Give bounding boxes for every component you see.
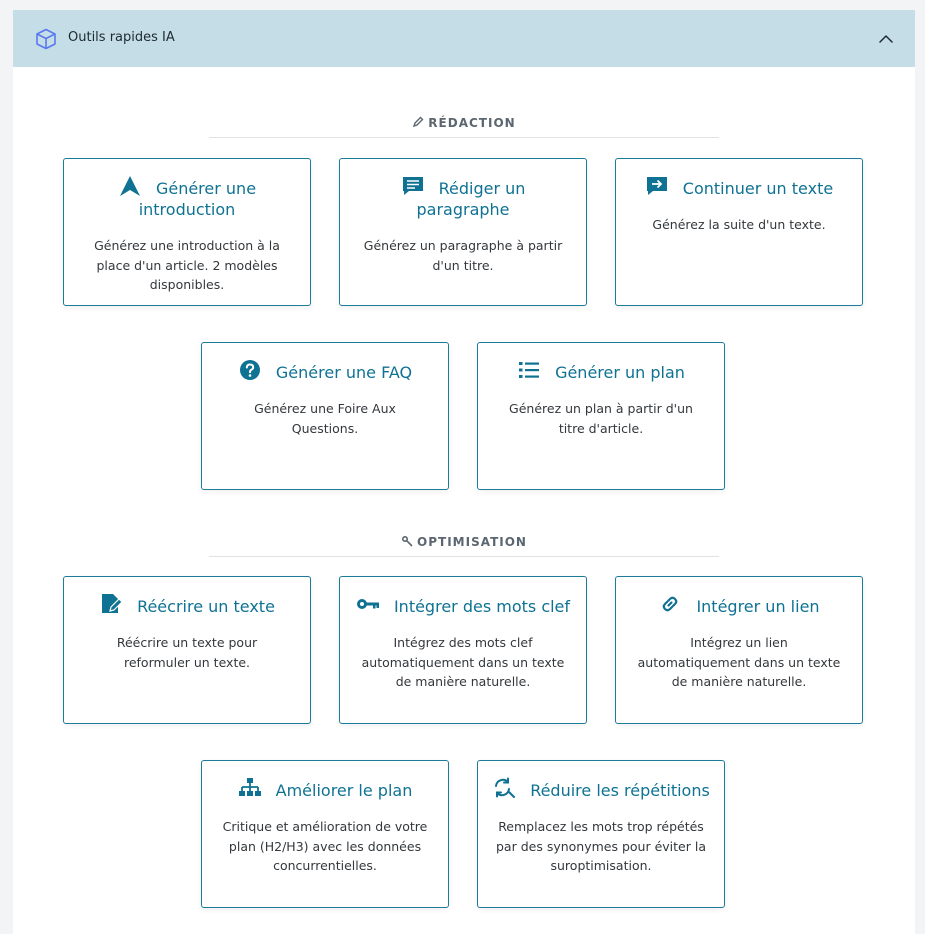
edit-document-icon <box>99 593 123 615</box>
ai-tools-panel <box>13 10 915 934</box>
card-description: Remplacez les mots trop répétés par des synonymes pour éviter la suroptimisation. <box>496 819 706 873</box>
pencil-icon <box>412 116 424 131</box>
tool-card-generer-introduction[interactable] <box>63 158 311 306</box>
card-title: Intégrer un lien <box>696 597 820 616</box>
tool-card-rediger-paragraphe[interactable] <box>339 158 587 306</box>
card-title: Continuer un texte <box>682 179 834 198</box>
card-title: Rédiger un paragraphe <box>416 179 526 219</box>
chevron-up-icon[interactable] <box>877 30 895 48</box>
sitemap-icon <box>238 777 262 799</box>
tool-card-integrer-lien[interactable] <box>615 576 863 724</box>
card-title: Réécrire un texte <box>137 597 275 616</box>
card-description: Générez un paragraphe à partir d'un titre. <box>363 238 563 273</box>
tool-card-reecrire-texte[interactable] <box>63 576 311 724</box>
card-description: Générez la suite d'un texte. <box>652 217 826 232</box>
card-description: Générez une Foire Aux Questions. <box>254 401 396 436</box>
card-title: Intégrer des mots clef <box>393 597 571 616</box>
card-description: Intégrez un lien automatiquement dans un texte de manière naturelle. <box>637 635 841 689</box>
card-title: Améliorer le plan <box>275 781 413 800</box>
tool-card-generer-faq[interactable] <box>201 342 449 490</box>
card-title: Réduire les répétitions <box>530 781 710 800</box>
tool-card-ameliorer-plan[interactable] <box>201 760 449 908</box>
tool-card-integrer-mots-clef[interactable] <box>339 576 587 724</box>
question-circle-icon <box>238 359 262 381</box>
message-lines-icon <box>401 175 425 197</box>
card-title: Générer une FAQ <box>275 363 413 382</box>
panel-header[interactable] <box>13 10 915 67</box>
arrow-up-icon <box>118 175 142 197</box>
card-description: Générez un plan à partir d'un titre d'article. <box>509 401 693 436</box>
section-title-optimisation: OPTIMISATION <box>209 535 719 557</box>
refresh-search-icon <box>492 777 516 799</box>
list-icon <box>517 359 541 381</box>
tool-card-reduire-repetitions[interactable] <box>477 760 725 908</box>
card-title: Générer un plan <box>555 363 685 382</box>
wrench-icon <box>401 535 413 550</box>
tool-card-continuer-texte[interactable] <box>615 158 863 306</box>
card-description: Réécrire un texte pour reformuler un texte. <box>116 635 258 670</box>
card-description: Intégrez des mots clef automatiquement dans un texte de manière naturelle. <box>361 635 565 689</box>
section-title-redaction: RÉDACTION <box>209 116 719 138</box>
cube-icon <box>34 27 58 51</box>
link-icon <box>658 593 682 615</box>
panel-title: Outils rapides IA <box>68 30 175 45</box>
card-description: Générez une introduction à la place d'un article. 2 modèles disponibles. <box>94 238 280 292</box>
card-title: Générer une introduction <box>138 179 257 219</box>
key-icon <box>356 593 380 615</box>
tool-card-generer-plan[interactable] <box>477 342 725 490</box>
message-arrow-icon <box>645 175 669 197</box>
card-description: Critique et amélioration de votre plan (H2/H3) avec les données concurrentielles. <box>222 819 428 873</box>
